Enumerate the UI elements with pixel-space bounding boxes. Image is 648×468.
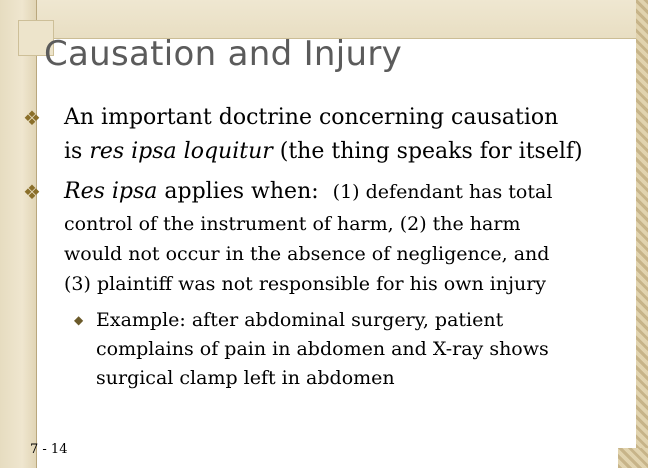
sub-bullet-line: Example: after abdominal surgery, patient bbox=[96, 309, 504, 331]
bullet-line bbox=[64, 135, 644, 169]
italic-term: res ipsa loquitur bbox=[89, 139, 273, 164]
text-run: is bbox=[64, 139, 90, 164]
sub-bullet-line: complains of pain in abdomen and X-ray shows bbox=[96, 338, 549, 360]
bullet-line: would not occur in the absence of negligence, and bbox=[64, 243, 550, 265]
bottom-edge-pattern bbox=[618, 448, 648, 468]
diamond-cluster-icon: ❖ bbox=[23, 106, 41, 130]
text-run: applies when: bbox=[157, 179, 319, 204]
slide-title: Causation and Injury bbox=[44, 34, 403, 74]
text-run: (the thing speaks for itself) bbox=[272, 139, 583, 164]
left-decorative-band bbox=[0, 0, 37, 468]
left-band-divider bbox=[36, 0, 37, 468]
small-diamond-icon: ◆ bbox=[74, 313, 84, 327]
text-run: (1) defendant has total bbox=[332, 181, 553, 203]
bullet-line: An important doctrine concerning causation bbox=[64, 105, 559, 130]
sub-bullet-line: surgical clamp left in abdomen bbox=[96, 367, 395, 389]
italic-term: Res ipsa bbox=[64, 179, 158, 204]
bullet-line bbox=[64, 175, 644, 209]
page-number: 7 - 14 bbox=[30, 442, 68, 457]
diamond-cluster-icon: ❖ bbox=[23, 180, 41, 204]
bullet-line: (3) plaintiff was not responsible for his own injury bbox=[64, 273, 547, 295]
bullet-line: control of the instrument of harm, (2) the harm bbox=[64, 213, 521, 235]
